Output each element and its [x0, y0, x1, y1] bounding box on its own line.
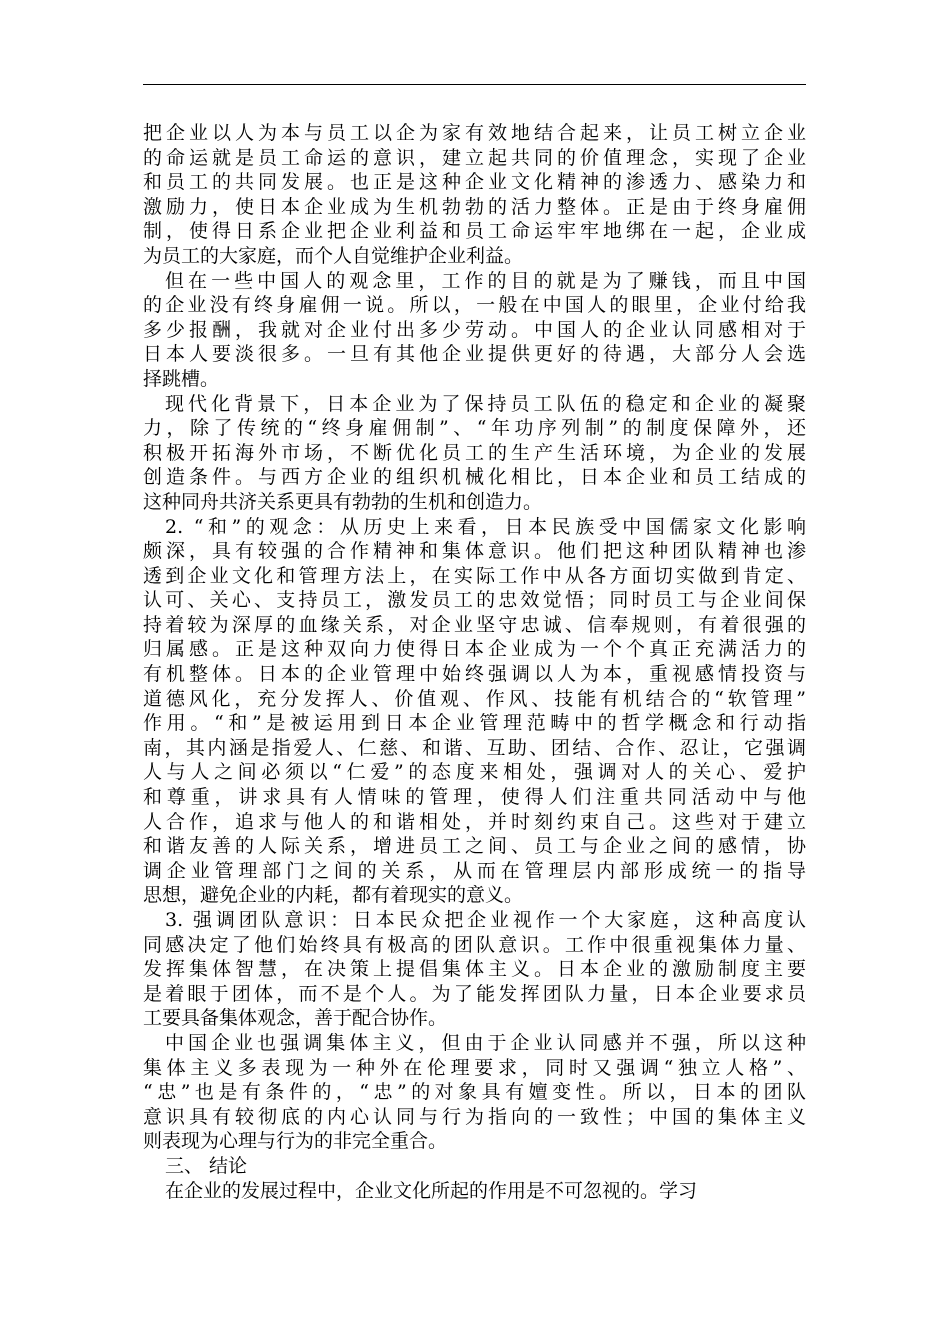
text-line: 力，除了传统的“终身雇佣制”、“年功序列制”的制度保障外，还: [143, 417, 806, 440]
text-line: 颇深，具有较强的合作精神和集体意识。他们把这种团队精神也渗: [143, 540, 806, 563]
text-line: 的企业没有终身雇佣一说。所以，一般在中国人的眼里，企业付给我: [143, 294, 806, 317]
text-line: 和尊重，讲求具有人情味的管理，使得人们注重共同活动中与他: [143, 786, 806, 809]
text-line: 作用。“和”是被运用到日本企业管理范畴中的哲学概念和行动指: [143, 712, 806, 735]
text-line: 和员工的共同发展。也正是这种企业文化精神的渗透力、感染力和: [143, 171, 806, 194]
text-line: 发挥集体智慧，在决策上提倡集体主义。日本企业的激励制度主要: [143, 958, 806, 981]
text-line: 同感决定了他们始终具有极高的团队意识。工作中很重视集体力量、: [143, 933, 806, 956]
text-line: 择跳槽。: [143, 367, 220, 390]
paragraph: [143, 1031, 806, 1154]
text-line: 这种同舟共济关系更具有勃勃的生机和创造力。: [143, 490, 543, 513]
paragraph: [143, 269, 806, 392]
text-line: 2. “和”的观念：从历史上来看，日本民族受中国儒家文化影响: [165, 515, 806, 538]
paragraph: [143, 908, 806, 1031]
text-line: 的命运就是员工命运的意识，建立起共同的价值理念，实现了企业: [143, 146, 806, 169]
text-line: 归属感。正是这种双向力使得日本企业成为一个个真正充满活力的: [143, 638, 806, 661]
text-line: 多少报酬，我就对企业付出多少劳动。中国人的企业认同感相对于: [143, 318, 806, 341]
paragraph: [143, 1154, 806, 1179]
paragraph: [143, 1179, 806, 1204]
text-line: 有机整体。日本的企业管理中始终强调以人为本，重视感情投资与: [143, 663, 806, 686]
text-line: 中国企业也强调集体主义，但由于企业认同感并不强，所以这种: [165, 1031, 806, 1054]
text-line: 和谐友善的人际关系，增进员工之间、员工与企业之间的感情，协: [143, 835, 806, 858]
text-line: 道德风化，充分发挥人、价值观、作风、技能有机结合的“软管理”: [143, 687, 806, 710]
text-line: 认可、关心、支持员工，激发员工的忠效觉悟；同时员工与企业间保: [143, 589, 806, 612]
text-line: 制，使得日系企业把企业利益和员工命运牢牢地绑在一起，企业成: [143, 220, 806, 243]
text-line: 持着较为深厚的血缘关系，对企业坚守忠诚、信奉规则，有着很强的: [143, 613, 806, 636]
text-line: 现代化背景下，日本企业为了保持员工队伍的稳定和企业的凝聚: [165, 392, 806, 415]
text-line: 南，其内涵是指爱人、仁慈、和谐、互助、团结、合作、忍让，它强调: [143, 736, 806, 759]
text-line: 透到企业文化和管理方法上，在实际工作中从各方面切实做到肯定、: [143, 564, 806, 587]
text-line: 积极开拓海外市场，不断优化员工的生产生活环境，为企业的发展: [143, 441, 806, 464]
text-line: 日本人要淡很多。一旦有其他企业提供更好的待遇，大部分人会选: [143, 343, 806, 366]
text-line: 是着眼于团体，而不是个人。为了能发挥团队力量，日本企业要求员: [143, 982, 806, 1005]
paragraph: [143, 515, 806, 909]
text-line: 把企业以人为本与员工以企为家有效地结合起来，让员工树立企业: [143, 122, 806, 144]
text-line: 意识具有较彻底的内心认同与行为指向的一致性；中国的集体主义: [143, 1105, 806, 1128]
text-line: 思想，避免企业的内耗，都有着现实的意义。: [143, 884, 524, 907]
text-line: 三、 结论: [165, 1154, 248, 1177]
text-line: “忠”也是有条件的，“忠”的对象具有嬗变性。所以，日本的团队: [143, 1081, 806, 1104]
text-line: 人与人之间必须以“仁爱”的态度来相处，强调对人的关心、爱护: [143, 761, 806, 784]
paragraph: [143, 392, 806, 515]
document-body: [143, 121, 806, 1203]
text-line: 创造条件。与西方企业的组织机械化相比，日本企业和员工结成的: [143, 466, 806, 489]
text-line: 3. 强调团队意识：日本民众把企业视作一个大家庭，这种高度认: [165, 909, 806, 931]
text-line: 但在一些中国人的观念里，工作的目的就是为了赚钱，而且中国: [165, 269, 806, 292]
text-line: 在企业的发展过程中，企业文化所起的作用是不可忽视的。学习: [165, 1179, 698, 1202]
text-line: 工要具备集体观念，善于配合协作。: [143, 1007, 448, 1030]
text-line: 集体主义多表现为一种外在伦理要求，同时又强调“独立人格”、: [143, 1056, 806, 1079]
header-rule: [143, 84, 806, 85]
text-line: 激励力，使日本企业成为生机勃勃的活力整体。正是由于终身雇佣: [143, 195, 806, 218]
text-line: 则表现为心理与行为的非完全重合。: [143, 1130, 448, 1153]
paragraph: [143, 121, 806, 269]
text-line: 人合作，追求与他人的和谐相处，并时刻约束自己。这些对于建立: [143, 810, 806, 833]
text-line: 调企业管理部门之间的关系，从而在管理层内部形成统一的指导: [143, 859, 806, 882]
text-line: 为员工的大家庭，而个人自觉维护企业利益。: [143, 244, 524, 267]
